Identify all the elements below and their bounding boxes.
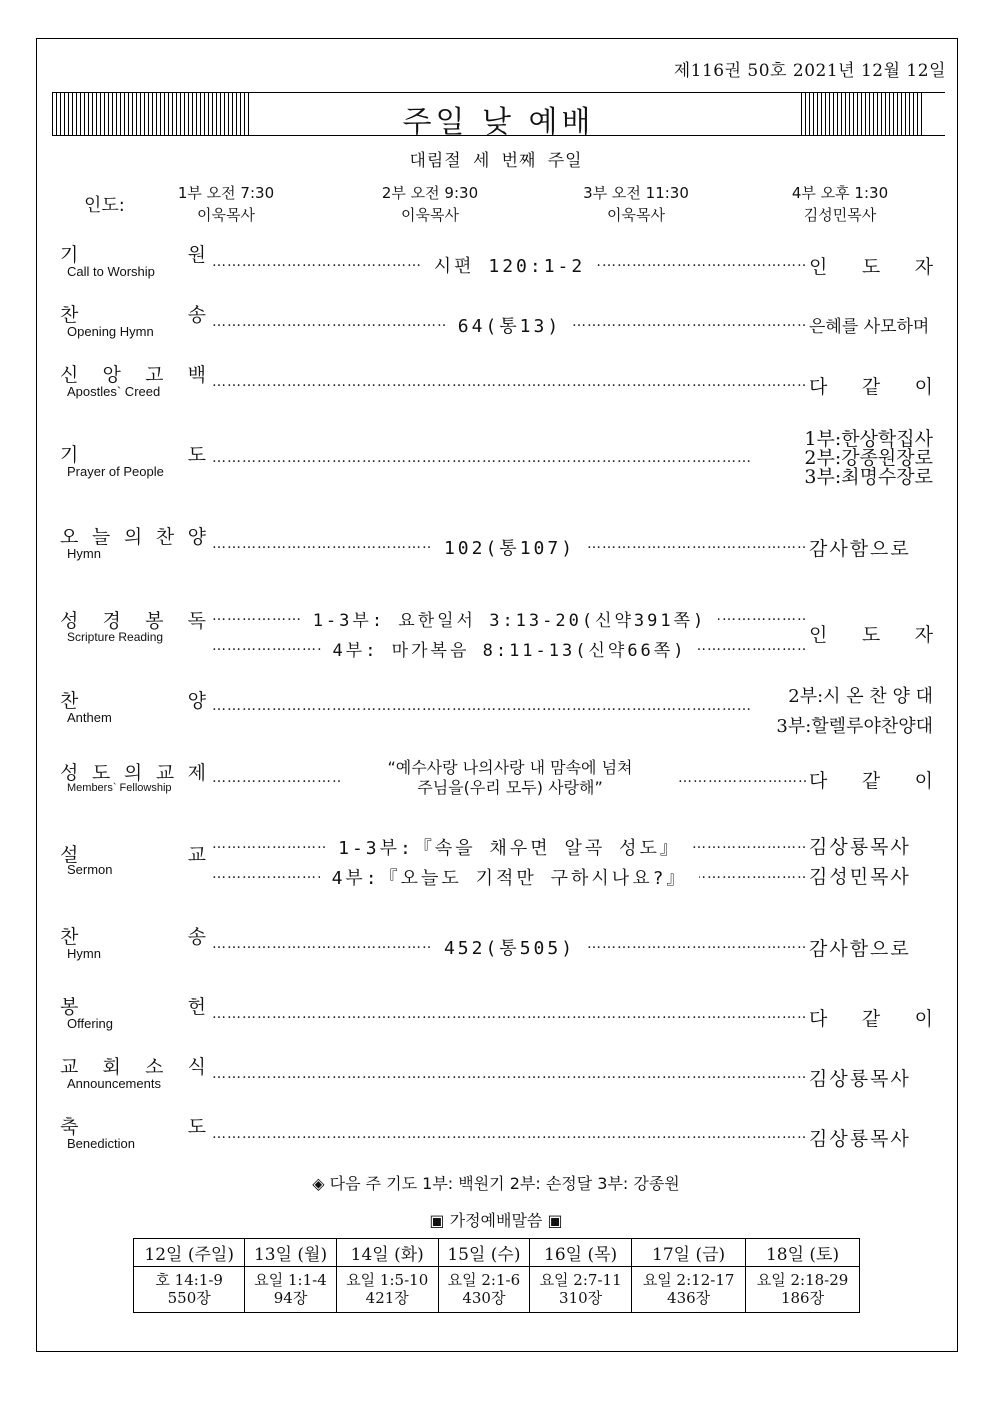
- leader-dots: [678, 770, 806, 786]
- day-header: 18일 (토): [746, 1239, 860, 1267]
- order-performer: 김상룡목사: [809, 1128, 911, 1150]
- reading-cell: 요일 2:1-6 430장: [438, 1267, 529, 1313]
- reading-cell: 요일 1:1-4 94장: [245, 1267, 336, 1313]
- service-pastor: 김성민목사: [803, 206, 877, 224]
- order-label: 설 교: [60, 844, 206, 866]
- order-label-en: Anthem: [67, 710, 112, 725]
- title-bar: [52, 92, 945, 140]
- order-label-en: Benediction: [67, 1136, 135, 1151]
- order-performer: 인 도 자: [809, 624, 933, 646]
- order-label-en: Scripture Reading: [67, 630, 164, 644]
- day-header: 16일 (목): [530, 1239, 632, 1267]
- leader-dots: [212, 1066, 807, 1082]
- order-label-en: Members` Fellowship: [67, 782, 172, 794]
- order-label-en: Hymn: [67, 946, 101, 961]
- service-2: [330, 182, 530, 226]
- order-content: 시편 120:1-2: [212, 252, 807, 278]
- service-time: 4부 오후 1:30: [791, 184, 889, 202]
- order-content: 102(통107): [212, 534, 807, 560]
- order-performer: 인 도 자: [809, 256, 933, 278]
- prayer-leaders: 1부:한상학집사 2부:강종원장로 3부:최명수장로: [804, 428, 933, 488]
- service-pastor: 이욱목사: [197, 206, 255, 224]
- order-label-en: Sermon: [67, 862, 113, 877]
- order-label: 기 원: [60, 244, 206, 266]
- order-label: 찬 양: [60, 690, 206, 712]
- order-label-en: Apostles` Creed: [67, 384, 161, 399]
- day-header: 14일 (화): [336, 1239, 438, 1267]
- order-performer: 다 같 이: [809, 770, 933, 792]
- fellowship-song: “예수사랑 나의사랑 내 맘속에 넘쳐 주님을(우리 모두) 사랑해”: [387, 758, 633, 797]
- day-header: 17일 (금): [632, 1239, 746, 1267]
- order-label: 성 경 봉 독: [60, 610, 206, 632]
- service-time: 1부 오전 7:30: [177, 184, 275, 202]
- order-label-en: Call to Worship: [67, 264, 155, 279]
- order-content: 452(통505): [212, 934, 807, 960]
- scripture-line-2: 4부: 마가복음 8:11-13(신약66쪽): [212, 636, 807, 661]
- leader-dots: [212, 374, 807, 390]
- service-3: [536, 182, 736, 226]
- order-label: 신 앙 고 백: [60, 364, 206, 386]
- family-worship-title: ▣ 가정예배말씀 ▣: [429, 1211, 563, 1230]
- order-performer: 다 같 이: [809, 1008, 933, 1030]
- family-worship-table: [133, 1238, 860, 1313]
- service-1: [126, 182, 326, 226]
- order-label: 축 도: [60, 1116, 206, 1138]
- anthem-choirs: 2부:시 온 찬 양 대 3부:할렐루야찬양대: [776, 686, 933, 737]
- order-performer: 은혜를 사모하며: [809, 317, 930, 337]
- order-label: 기 도: [60, 444, 206, 466]
- service-4: [740, 182, 940, 226]
- order-label-en: Hymn: [67, 546, 101, 561]
- sermon-preacher-1: 김상룡목사: [809, 836, 911, 858]
- order-content: 64(통13): [212, 312, 807, 338]
- next-week-prayer: ◈ 다음 주 기도 1부: 백원기 2부: 손정달 3부: 강종원: [312, 1174, 680, 1193]
- day-header: 13일 (월): [245, 1239, 336, 1267]
- service-time: 3부 오전 11:30: [583, 184, 689, 202]
- order-performer: 감사함으로: [809, 538, 911, 560]
- order-label: 봉 헌: [60, 996, 206, 1018]
- table-row: [134, 1267, 860, 1313]
- leader-dots: [212, 450, 752, 466]
- sermon-title-2: 4부:『오늘도 기적만 구하시나요?』: [212, 864, 807, 890]
- order-label: 오 늘 의 찬 양: [60, 526, 206, 548]
- leader-dots: [212, 698, 752, 714]
- page-title: 주일 낮 예배: [402, 105, 595, 140]
- order-label-en: Offering: [67, 1016, 114, 1031]
- reading-cell: 요일 2:7-11 310장: [530, 1267, 632, 1313]
- reading-cell: 요일 2:12-17 436장: [632, 1267, 746, 1313]
- scripture-line-1: 1-3부: 요한일서 3:13-20(신약391쪽): [212, 606, 807, 631]
- sermon-preacher-2: 김성민목사: [809, 866, 911, 888]
- order-label-en: Announcements: [67, 1076, 161, 1091]
- order-performer: 감사함으로: [809, 938, 911, 960]
- reading-cell: 호 14:1-9 550장: [134, 1267, 245, 1313]
- order-label: 교 회 소 식: [60, 1056, 206, 1078]
- order-label: 성 도 의 교 제: [60, 762, 206, 784]
- service-pastor: 이욱목사: [607, 206, 665, 224]
- leader-dots: [212, 1006, 807, 1022]
- order-label: 찬 송: [60, 926, 206, 948]
- order-label-en: Prayer of People: [67, 464, 164, 479]
- reading-cell: 요일 2:18-29 186장: [746, 1267, 860, 1313]
- order-label-en: Opening Hymn: [67, 324, 154, 339]
- issue-info: 제116권 50호 2021년 12월 12일: [673, 61, 946, 81]
- order-performer: 김상룡목사: [809, 1068, 911, 1090]
- table-header-row: [134, 1239, 860, 1267]
- service-pastor: 이욱목사: [401, 206, 459, 224]
- reading-cell: 요일 1:5-10 421장: [336, 1267, 438, 1313]
- sermon-title-1: 1-3부:『속을 채우면 알곡 성도』: [212, 834, 807, 860]
- day-header: 15일 (수): [438, 1239, 529, 1267]
- order-label: 찬 송: [60, 304, 206, 326]
- leader-dots: [212, 1126, 807, 1142]
- order-performer: 다 같 이: [809, 376, 933, 398]
- leader-dots: [212, 770, 340, 786]
- leader-label: 인도:: [84, 195, 125, 216]
- service-time: 2부 오전 9:30: [381, 184, 479, 202]
- page-subtitle: 대림절 세 번째 주일: [409, 151, 583, 171]
- day-header: 12일 (주일): [134, 1239, 245, 1267]
